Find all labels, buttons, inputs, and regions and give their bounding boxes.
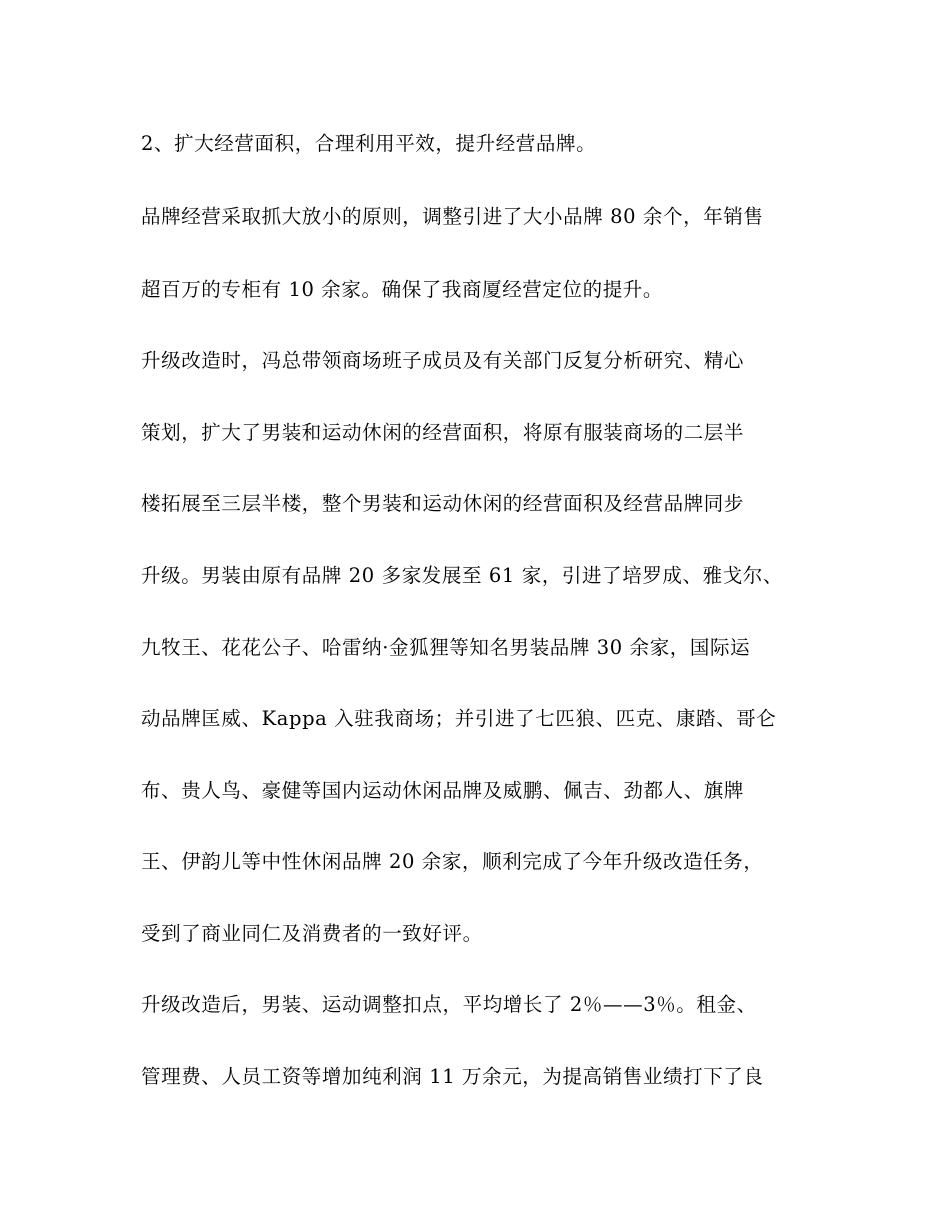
text-line: 受到了商业同仁及消费者的一致好评。 [141,922,483,945]
text-line: 品牌经营采取抓大放小的原则，调整引进了大小品牌 80 余个，年销售 [141,205,764,228]
text-line: 楼拓展至三层半楼，整个男装和运动休闲的经营面积及经营品牌同步 [141,492,745,515]
text-line: 动品牌匡威、Kappa 入驻我商场；并引进了七匹狼、匹克、康踏、哥仑 [141,707,777,730]
text-line: 升级。男装由原有品牌 20 多家发展至 61 家，引进了培罗成、雅戈尔、 [141,564,784,587]
text-line: 王、伊韵儿等中性休闲品牌 20 余家，顺利完成了今年升级改造任务， [141,850,764,873]
text-line: 超百万的专柜有 10 余家。确保了我商厦经营定位的提升。 [141,278,664,301]
text-line: 策划，扩大了男装和运动休闲的经营面积，将原有服装商场的二层半 [141,421,745,444]
text-line: 九牧王、花花公子、哈雷纳·金狐狸等知名男装品牌 30 余家，国际运 [141,636,751,659]
text-line: 升级改造后，男装、运动调整扣点，平均增长了 2％——3％。租金、 [141,993,757,1016]
text-line: 2、扩大经营面积，合理利用平效，提升经营品牌。 [141,132,597,155]
text-line: 管理费、人员工资等增加纯利润 11 万余元，为提高销售业绩打下了良 [141,1065,764,1088]
text-line: 升级改造时，冯总带领商场班子成员及有关部门反复分析研究、精心 [141,349,745,372]
text-line: 布、贵人鸟、豪健等国内运动休闲品牌及威鹏、佩吉、劲都人、旗牌 [141,779,745,802]
